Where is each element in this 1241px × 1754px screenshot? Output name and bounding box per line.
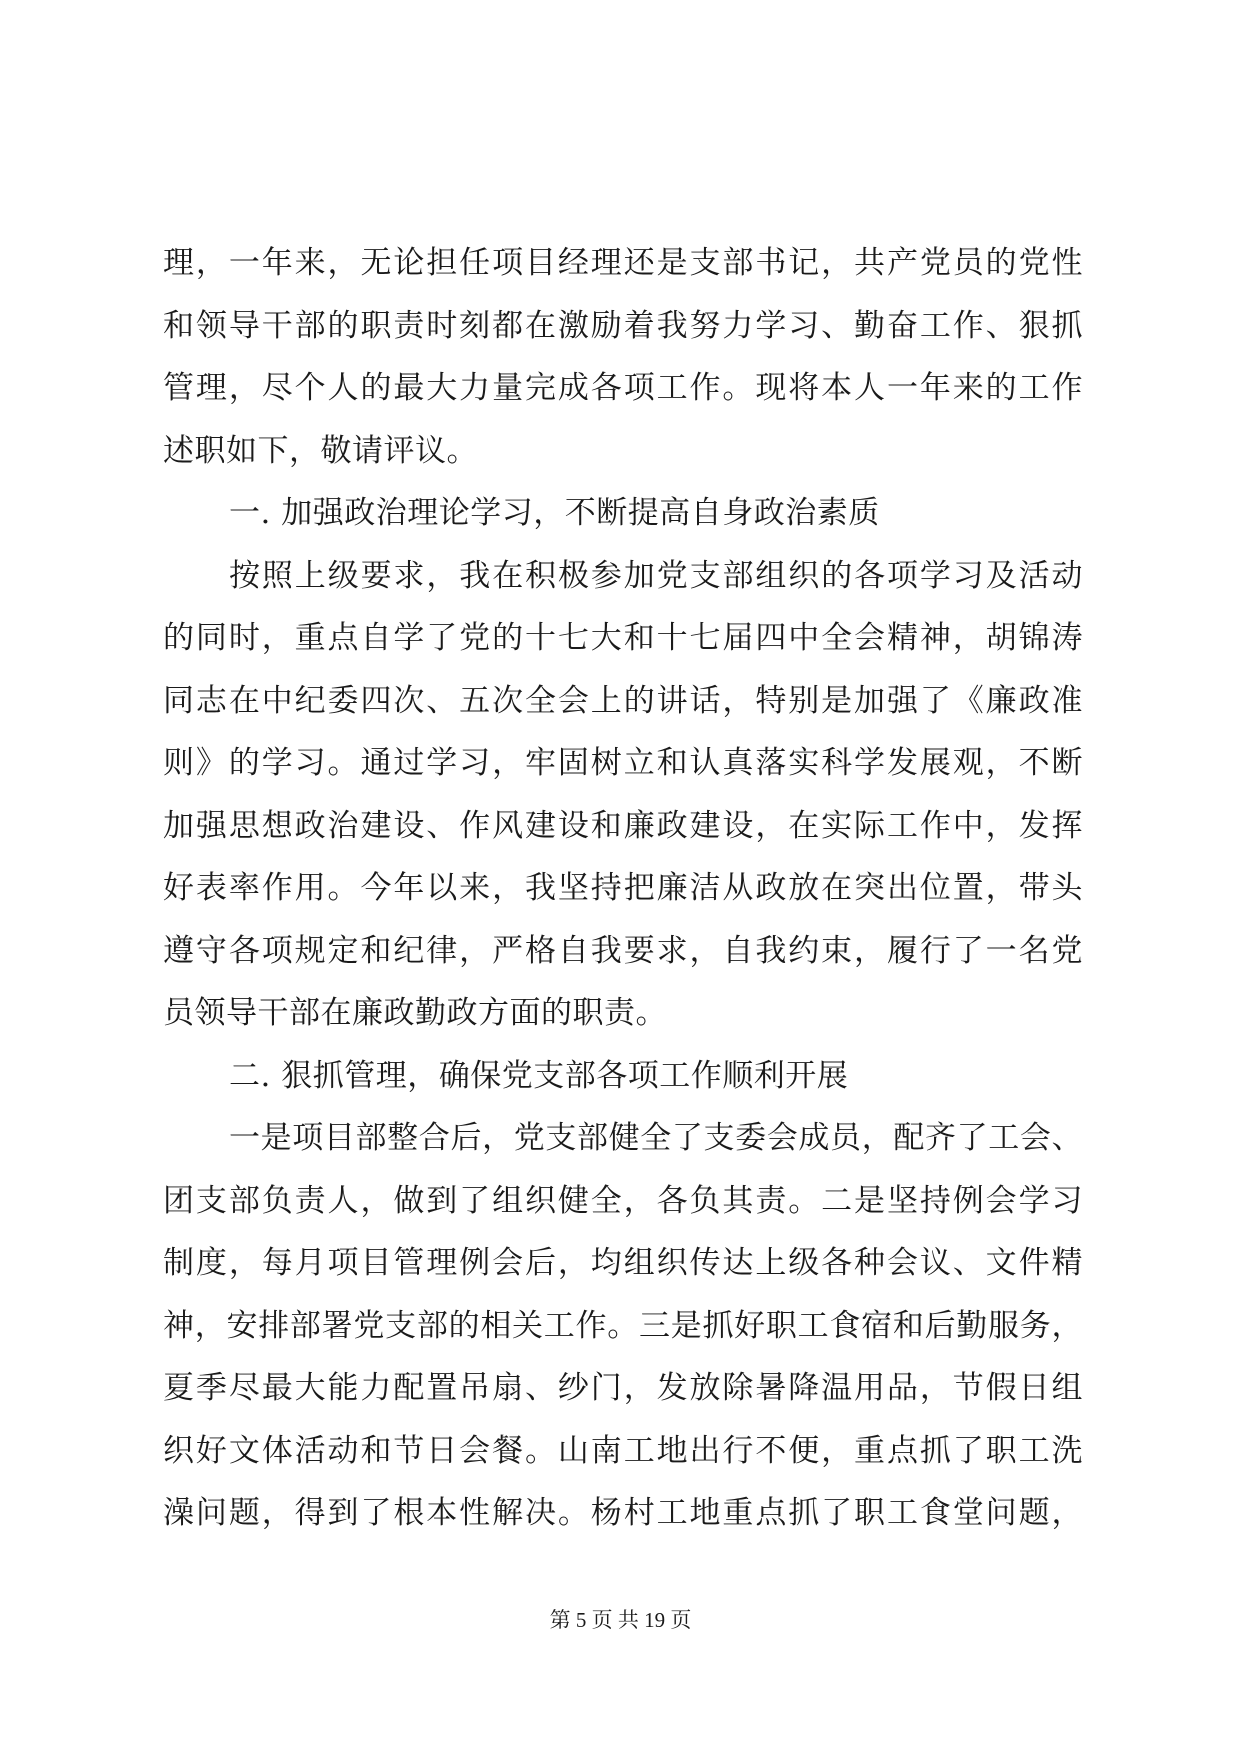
text-line: 澡问题，得到了根本性解决。杨村工地重点抓了职工食堂问题，	[163, 1495, 1083, 1531]
text-line: 织好文体活动和节日会餐。山南工地出行不便，重点抓了职工洗	[163, 1432, 1083, 1469]
text-line: 管理，尽个人的最大力量完成各项工作。现将本人一年来的工作	[163, 370, 1083, 406]
text-line: 制度，每月项目管理例会后，均组织传达上级各种会议、文件精	[163, 1245, 1083, 1281]
text-line: 好表率作用。今年以来，我坚持把廉洁从政放在突出位置，带头	[163, 870, 1083, 906]
text-line: 同志在中纪委四次、五次全会上的讲话，特别是加强了《廉政准	[163, 682, 1083, 719]
text-line: 一是项目部整合后，党支部健全了支委会成员，配齐了工会、	[229, 1120, 1083, 1156]
text-line: 神，安排部署党支部的相关工作。三是抓好职工食宿和后勤服务，	[163, 1307, 1083, 1344]
text-line: 和领导干部的职责时刻都在激励着我努力学习、勤奋工作、狠抓	[163, 307, 1083, 344]
text-line: 加强思想政治建设、作风建设和廉政建设，在实际工作中，发挥	[163, 807, 1083, 844]
text-line: 遵守各项规定和纪律，严格自我要求，自我约束，履行了一名党	[163, 932, 1083, 969]
text-line: 则》的学习。通过学习，牢固树立和认真落实科学发展观，不断	[163, 745, 1083, 781]
document-body	[163, 232, 1083, 1545]
section-heading-2: 二. 狠抓管理，确保党支部各项工作顺利开展	[229, 1057, 849, 1094]
text-line: 团支部负责人，做到了组织健全，各负其责。二是坚持例会学习	[163, 1182, 1083, 1219]
text-line: 述职如下，敬请评议。	[163, 432, 478, 469]
text-line: 员领导干部在廉政勤政方面的职责。	[163, 995, 667, 1031]
text-line: 理，一年来，无论担任项目经理还是支部书记，共产党员的党性	[163, 245, 1083, 281]
text-line: 按照上级要求，我在积极参加党支部组织的各项学习及活动	[229, 557, 1083, 594]
text-line: 夏季尽最大能力配置吊扇、纱门，发放除暑降温用品，节假日组	[163, 1370, 1083, 1406]
text-line: 的同时，重点自学了党的十七大和十七届四中全会精神，胡锦涛	[163, 620, 1083, 656]
page-number-footer: 第 5 页 共 19 页	[549, 1608, 692, 1632]
section-heading-1: 一. 加强政治理论学习，不断提高自身政治素质	[229, 495, 880, 531]
